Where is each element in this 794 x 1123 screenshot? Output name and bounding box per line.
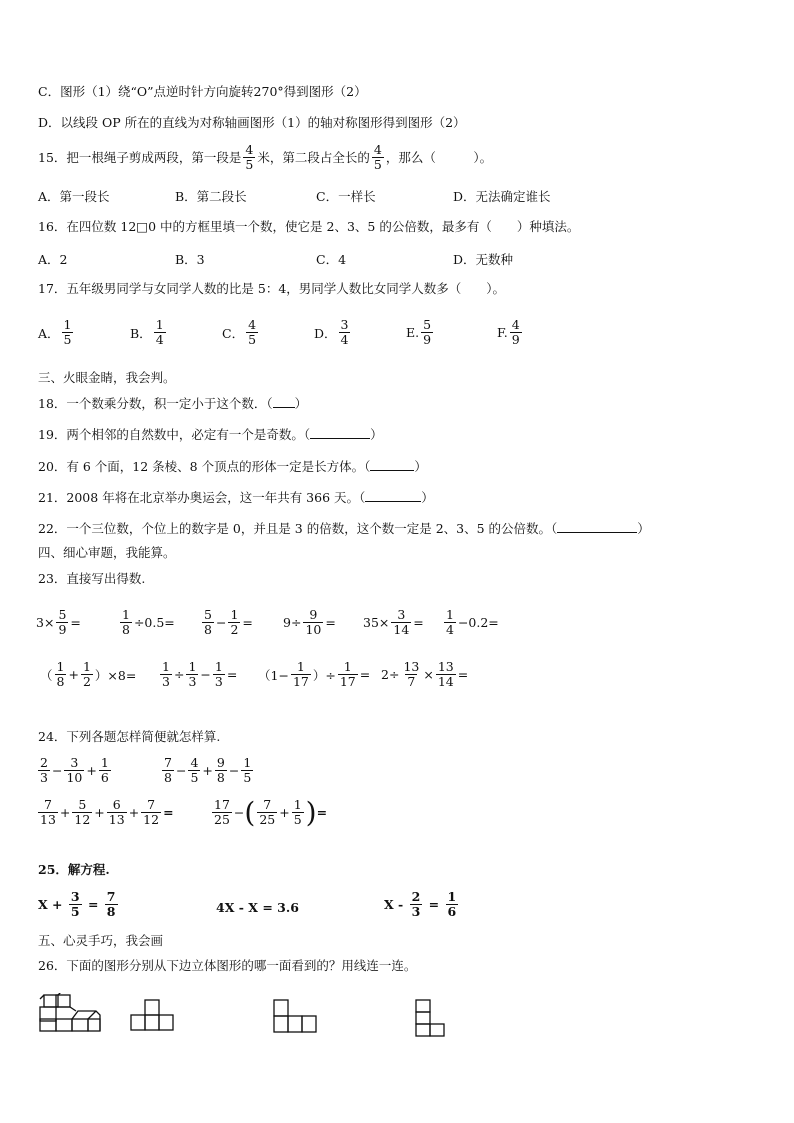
fraction: $\frac{9}{8}$ xyxy=(216,755,225,785)
fraction: $\frac{4}{5}$ xyxy=(248,317,257,347)
q26-question: 26．下面的图形分别从下边立体图形的哪一面看到的？用线连一连。 xyxy=(38,958,417,973)
fraction: $\frac{7}{8}$ xyxy=(106,889,116,919)
q16-option-c: C．4 xyxy=(316,252,347,267)
fraction: $\frac{1}{2}$ xyxy=(230,607,239,637)
q23-heading: 23．直接写出得数. xyxy=(38,571,146,586)
fraction: $\frac{2}{3}$ xyxy=(411,889,421,919)
answer-blank[interactable] xyxy=(365,489,421,502)
q16-option-b: B．3 xyxy=(175,252,205,267)
fraction: $\frac{5}{9}$ xyxy=(58,607,67,637)
calc-5: 35× $\frac{3}{14}$ = xyxy=(363,607,424,637)
q25-heading: 25．解方程. xyxy=(38,862,110,877)
calc-8: $\frac{1}{3}$ ÷ $\frac{1}{3}$ − $\frac{1}{3}$ = xyxy=(162,659,238,689)
q18: 18．一个数乘分数，积一定小于这个数．（ ） xyxy=(38,396,308,411)
fraction: $\frac{1}{8}$ xyxy=(122,607,130,637)
calc-10: 2÷ $\frac{13}{7}$ × $\frac{13}{14}$ = xyxy=(381,659,469,689)
q17-question: 17．五年级男同学与女同学人数的比是 5：4，男同学人数比女同学人数多（ ）。 xyxy=(38,281,506,296)
q15-option-d: D．无法确定谁长 xyxy=(453,189,551,204)
fraction: $\frac{6}{13}$ xyxy=(108,797,125,827)
q16-option-d: D．无数种 xyxy=(453,252,514,267)
fraction: $\frac{13}{14}$ xyxy=(437,659,454,689)
q15-text-mid: 米，第二段占全长的 xyxy=(257,149,370,165)
simplify-3: $\frac{7}{13}$ + $\frac{5}{12}$ + $\frac{6}{13}$ + $\frac{7}{12}$ = xyxy=(40,797,174,827)
equation-1: X + $\frac{3}{5}$ = $\frac{7}{8}$ xyxy=(38,889,116,919)
fraction: $\frac{4}{5}$ xyxy=(373,142,382,172)
fraction: $\frac{4}{9}$ xyxy=(511,317,520,347)
calc-7: （ $\frac{1}{8}$ + $\frac{1}{2}$ ）×8= xyxy=(40,659,137,689)
fraction: $\frac{1}{8}$ xyxy=(56,659,65,689)
fraction: $\frac{1}{5}$ xyxy=(293,797,302,827)
fraction: $\frac{3}{5}$ xyxy=(70,889,80,919)
fraction: $\frac{4}{5}$ xyxy=(245,142,254,172)
equation-2: 4X - X = 3.6 xyxy=(216,900,299,915)
simplify-4: $\frac{17}{25}$ − ( $\frac{7}{25}$ + $\frac{1}{5}$ ) = xyxy=(214,795,328,829)
fraction: $\frac{7}{12}$ xyxy=(143,797,160,827)
q15-text-pre: 15．把一根绳子剪成两段，第一段是 xyxy=(38,149,242,165)
fraction: $\frac{5}{12}$ xyxy=(74,797,91,827)
fraction: $\frac{1}{6}$ xyxy=(447,889,457,919)
section-3-heading: 三、火眼金睛，我会判。 xyxy=(38,370,176,385)
fraction: $\frac{3}{14}$ xyxy=(393,607,410,637)
q15-option-a: A．第一段长 xyxy=(38,189,110,204)
top-view-figure xyxy=(414,998,448,1038)
calc-1: 3× $\frac{5}{9}$ = xyxy=(36,607,81,637)
q21: 21．2008 年将在北京举办奥运会，这一年共有 366 天。（ ） xyxy=(38,490,434,505)
q16-question: 16．在四位数 12□0 中的方框里填一个数，使它是 2、3、5 的公倍数，最多有（ ）种填法。 xyxy=(38,219,580,234)
answer-blank[interactable] xyxy=(370,458,414,471)
fraction: $\frac{1}{17}$ xyxy=(292,659,309,689)
fraction: $\frac{3}{4}$ xyxy=(340,317,349,347)
fraction: $\frac{1}{17}$ xyxy=(339,659,356,689)
fraction: $\frac{9}{10}$ xyxy=(305,607,322,637)
q17-option-b: B． $\frac{1}{4}$ xyxy=(130,317,164,347)
fraction: $\frac{1}{3}$ xyxy=(188,659,197,689)
fraction: $\frac{7}{13}$ xyxy=(40,797,56,827)
fraction: $\frac{1}{4}$ xyxy=(446,607,454,637)
fraction: $\frac{1}{2}$ xyxy=(82,659,91,689)
q19: 19．两个相邻的自然数中，必定有一个是奇数。（ ） xyxy=(38,427,383,442)
fraction: $\frac{5}{9}$ xyxy=(423,317,432,347)
equation-3: X - $\frac{2}{3}$ = $\frac{1}{6}$ xyxy=(384,889,457,919)
side-view-figure xyxy=(272,998,320,1034)
calc-9: （1− $\frac{1}{17}$ ）÷ $\frac{1}{17}$ = xyxy=(258,659,371,689)
fraction: $\frac{1}{3}$ xyxy=(214,659,223,689)
calc-3: $\frac{5}{8}$ − $\frac{1}{2}$ = xyxy=(204,607,253,637)
q17-option-d: D． $\frac{3}{4}$ xyxy=(314,317,349,347)
simplify-2: $\frac{7}{8}$ − $\frac{4}{5}$ + $\frac{9}{8}$ − $\frac{1}{5}$ xyxy=(164,755,252,785)
fraction: $\frac{7}{25}$ xyxy=(259,797,276,827)
fraction: $\frac{1}{6}$ xyxy=(100,755,109,785)
fraction: $\frac{1}{4}$ xyxy=(155,317,164,347)
fraction: $\frac{1}{5}$ xyxy=(63,317,72,347)
section-4-heading: 四、细心审题，我能算。 xyxy=(38,545,176,560)
q15-text-post: ，那么（ ）。 xyxy=(385,149,493,165)
fraction: $\frac{3}{10}$ xyxy=(66,755,83,785)
q14-option-d: D．以线段 OP 所在的直线为对称轴画图形（1）的轴对称图形得到图形（2） xyxy=(38,115,466,130)
answer-blank[interactable] xyxy=(310,426,370,439)
q17-option-c: C． $\frac{4}{5}$ xyxy=(222,317,257,347)
calc-6: $\frac{1}{4}$ −0.2= xyxy=(446,607,499,637)
calc-2: $\frac{1}{8}$ ÷0.5= xyxy=(122,607,175,637)
solid-cube-figure xyxy=(38,993,102,1033)
fraction: $\frac{4}{5}$ xyxy=(190,755,199,785)
q17-option-e: E. $\frac{5}{9}$ xyxy=(406,317,432,347)
q22: 22．一个三位数，个位上的数字是 0，并且是 3 的倍数，这个数一定是 2、3、5 的公倍数。（ ） xyxy=(38,521,650,536)
q15-option-b: B．第二段长 xyxy=(175,189,247,204)
fraction: $\frac{1}{3}$ xyxy=(162,659,170,689)
fraction: $\frac{13}{7}$ xyxy=(403,659,420,689)
fraction: $\frac{5}{8}$ xyxy=(204,607,212,637)
fraction: $\frac{1}{5}$ xyxy=(243,755,252,785)
q17-option-f: F. $\frac{4}{9}$ xyxy=(497,317,520,347)
q17-option-a: A． $\frac{1}{5}$ xyxy=(38,317,72,347)
answer-blank[interactable] xyxy=(557,520,637,533)
front-view-figure xyxy=(130,998,176,1032)
fraction: $\frac{17}{25}$ xyxy=(214,797,230,827)
q15-option-c: C．一样长 xyxy=(316,189,376,204)
fraction: $\frac{2}{3}$ xyxy=(40,755,48,785)
q14-option-c: C．图形（1）绕“O”点逆时针方向旋转270°得到图形（2） xyxy=(38,84,367,99)
q24-heading: 24．下列各题怎样简便就怎样算. xyxy=(38,729,221,744)
q16-option-a: A．2 xyxy=(38,252,68,267)
fraction: $\frac{7}{8}$ xyxy=(164,755,172,785)
q20: 20．有 6 个面，12 条棱、8 个顶点的形体一定是长方体。（ ） xyxy=(38,459,427,474)
simplify-1: $\frac{2}{3}$ − $\frac{3}{10}$ + $\frac{1}{6}$ xyxy=(40,755,109,785)
q15-question xyxy=(38,143,492,172)
answer-blank[interactable] xyxy=(273,395,295,408)
section-5-heading: 五、心灵手巧，我会画 xyxy=(38,933,164,948)
calc-4: 9÷ $\frac{9}{10}$ = xyxy=(283,607,336,637)
